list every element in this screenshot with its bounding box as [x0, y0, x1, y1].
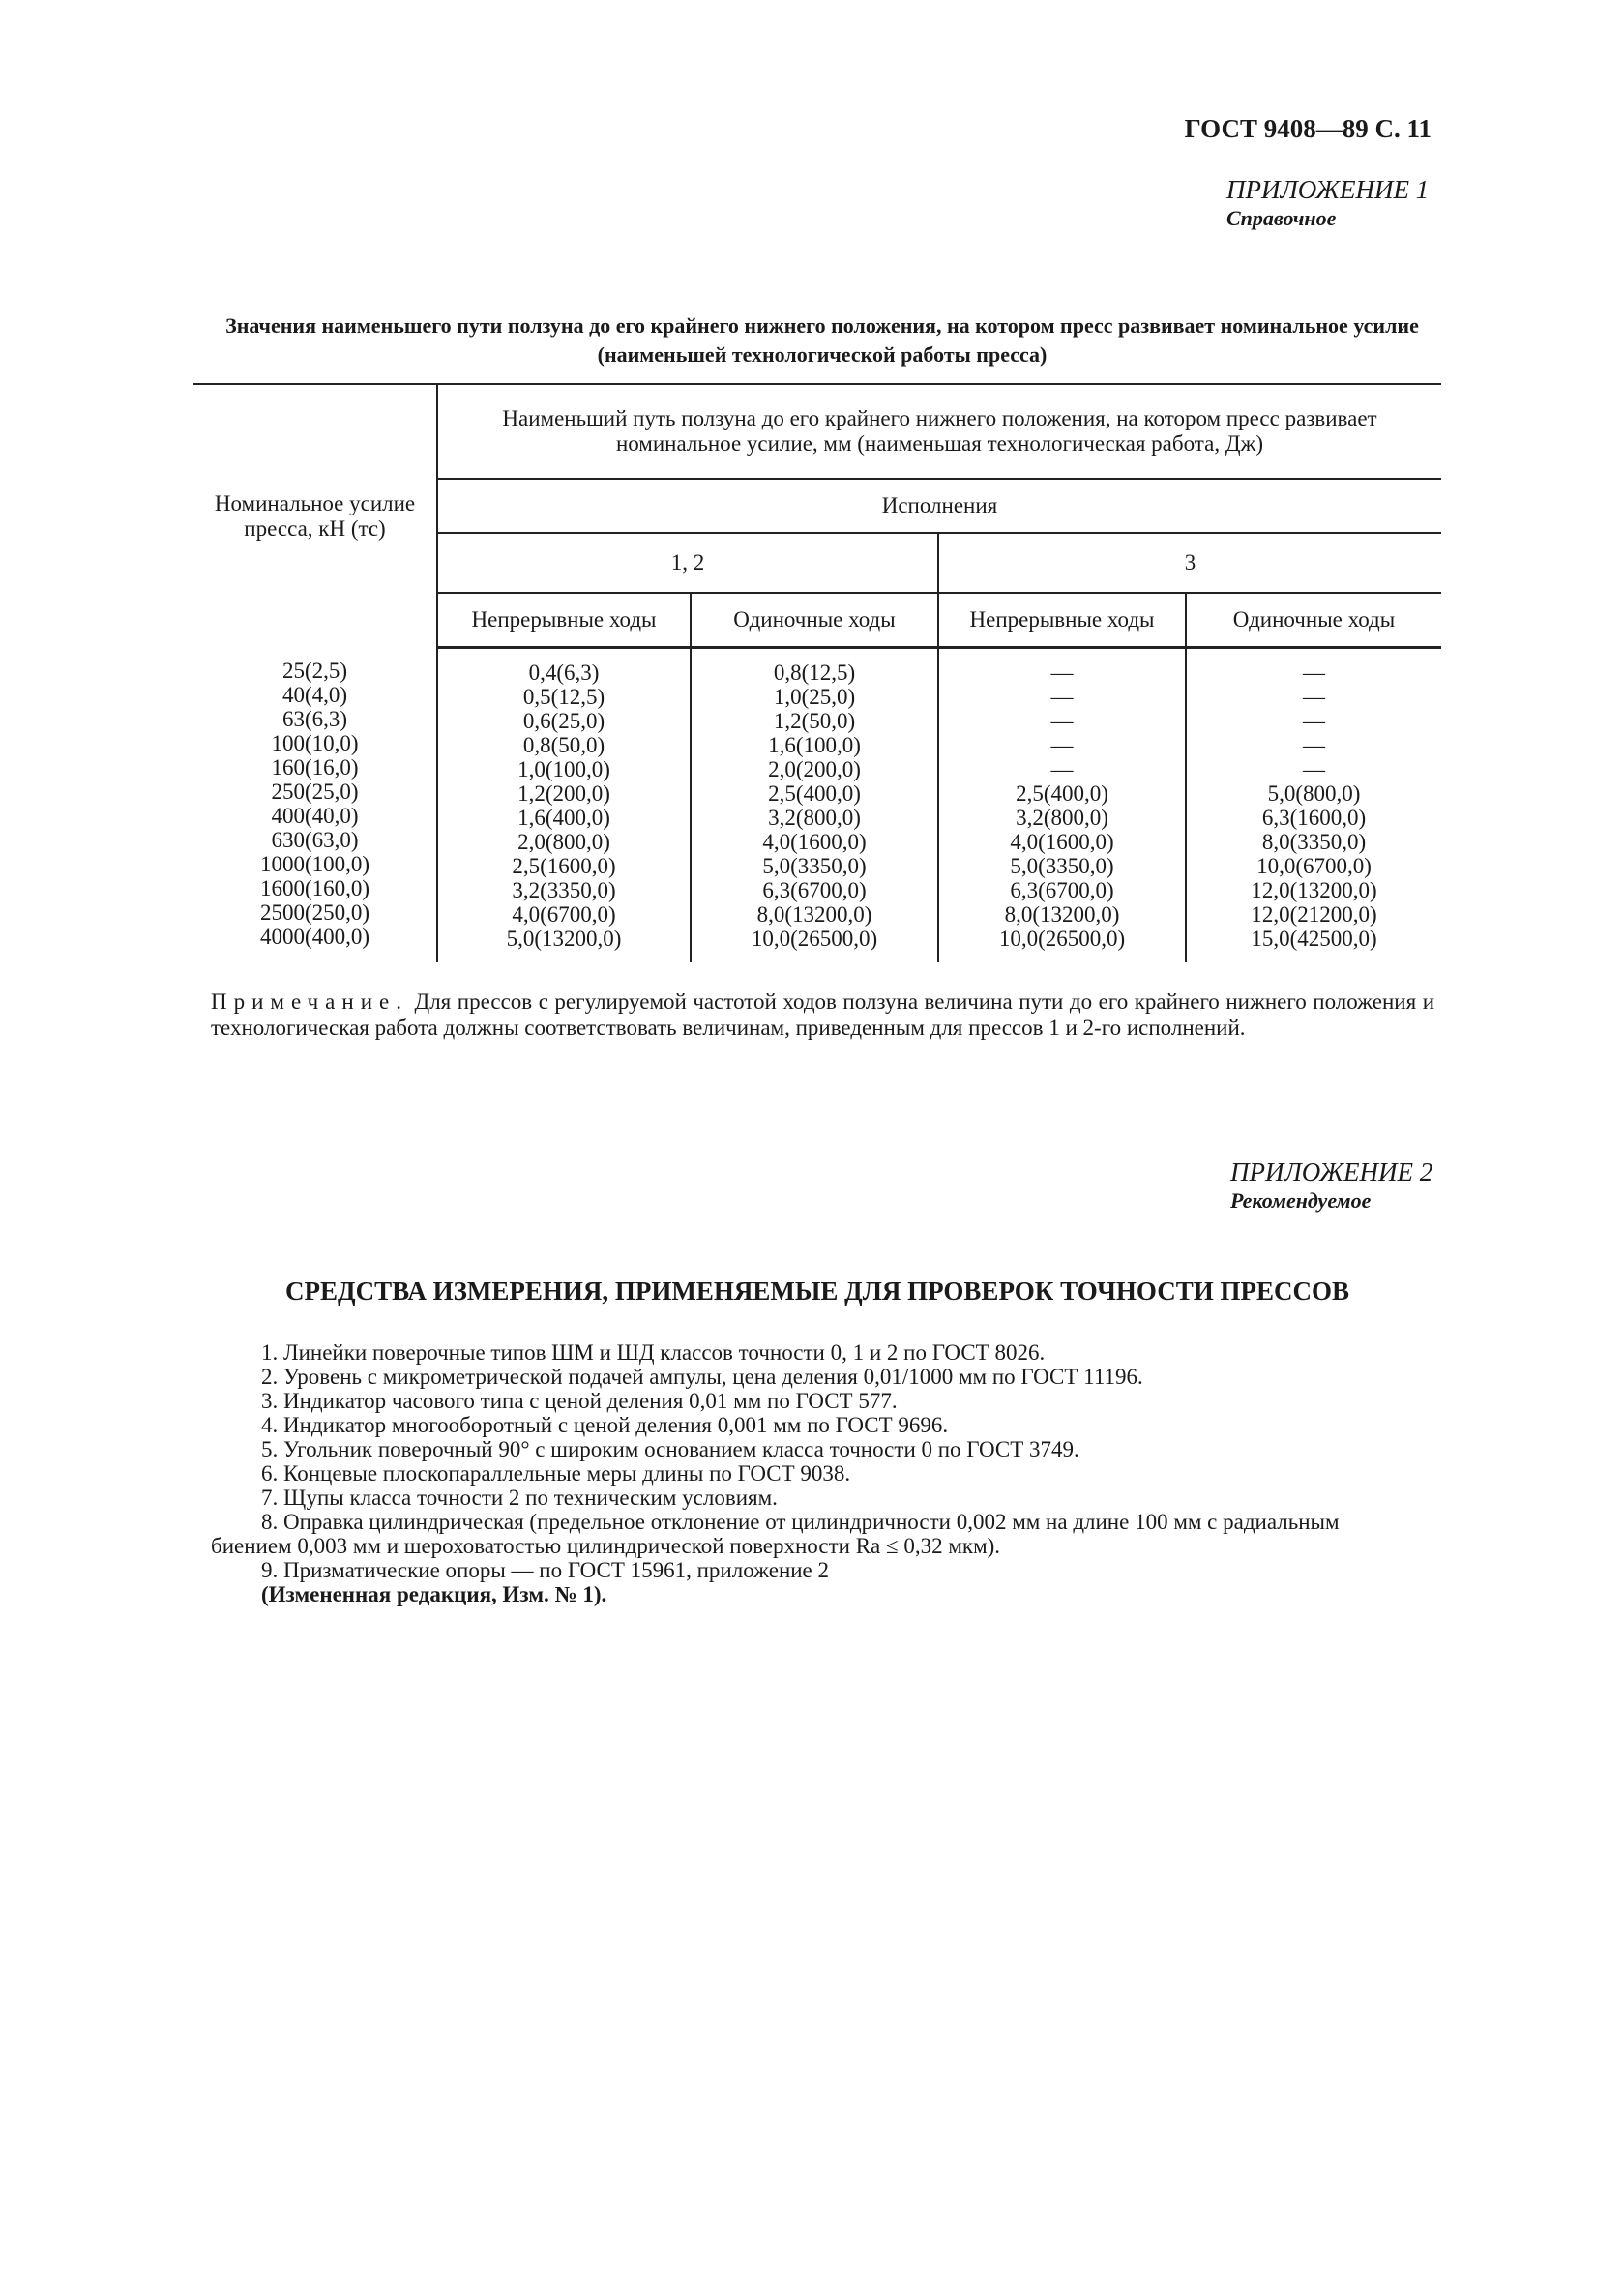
- list-item: 3. Индикатор часового типа с ценой деления 0,01 мм по ГОСТ 577.: [261, 1389, 898, 1413]
- list-item: 2. Уровень с микрометрической подачей ампулы, цена деления 0,01/1000 мм по ГОСТ 11196.: [261, 1365, 1143, 1389]
- page-header: ГОСТ 9408—89 С. 11: [1184, 114, 1432, 143]
- table-cell: —: [1303, 756, 1325, 781]
- table-cell: —: [1050, 732, 1074, 757]
- table-cell: 5,0(13200,0): [506, 926, 622, 951]
- table-cell: 63(6,3): [281, 707, 348, 731]
- col-v3-continuous-values: [938, 647, 1186, 962]
- table-cell: 160(16,0): [271, 755, 359, 780]
- table-cell: 40(4,0): [281, 683, 348, 707]
- appendix-1-title: ПРИЛОЖЕНИЕ 1: [1226, 175, 1430, 204]
- table-cell: 8,0(13200,0): [756, 901, 872, 927]
- col-header-v12-single: Одиночные ходы: [691, 593, 938, 647]
- table-cell: 0,4(6,3): [528, 660, 600, 685]
- list-item: 7. Щупы класса точности 2 по техническим условиям.: [261, 1486, 778, 1510]
- col-header-v3-single: Одиночные ходы: [1186, 593, 1441, 647]
- table-cell: 6,3(6700,0): [1010, 877, 1114, 902]
- table-cell: 250(25,0): [271, 780, 359, 804]
- table-cell: 1,2(50,0): [773, 708, 856, 733]
- table-cell: 4000(400,0): [259, 925, 370, 949]
- table-cell: 0,8(50,0): [522, 732, 605, 757]
- table-cell: 4,0(1600,0): [1010, 829, 1114, 854]
- table-body-row: [193, 647, 1441, 962]
- table-cell: 25(2,5): [281, 659, 348, 683]
- col-nominal-values: [193, 647, 437, 962]
- table-cell: 6,3(1600,0): [1261, 805, 1367, 830]
- list-item: 9. Призматические опоры — по ГОСТ 15961, приложение 2: [261, 1558, 830, 1582]
- table-cell: 10,0(26500,0): [751, 926, 878, 951]
- appendix-2-title: ПРИЛОЖЕНИЕ 2: [1230, 1158, 1433, 1187]
- table-caption: Значения наименьшего пути ползуна до его крайнего нижнего положения, на котором пресс развивает номинальное усилие (наименьшей технологической работы пресса): [225, 313, 1419, 367]
- table-cell: 1,6(400,0): [517, 805, 610, 830]
- table-cell: 12,0(21200,0): [1251, 901, 1377, 927]
- table-cell: 2,0(200,0): [768, 756, 861, 781]
- table-cell: 15,0(42500,0): [1251, 926, 1377, 951]
- amendment-note: (Измененная редакция, Изм. № 1).: [261, 1582, 607, 1606]
- table-cell: 630(63,0): [271, 828, 359, 852]
- table-cell: 10,0(26500,0): [998, 926, 1126, 951]
- press-path-table: [193, 383, 1441, 962]
- col-header-v3-continuous: Непрерывные ходы: [938, 593, 1186, 647]
- list-item: 1. Линейки поверочные типов ШМ и ШД классов точности 0, 1 и 2 по ГОСТ 8026.: [261, 1340, 1046, 1365]
- table-cell: 2,5(400,0): [1016, 780, 1108, 806]
- table-cell: —: [1050, 708, 1074, 733]
- table-note: [211, 988, 1434, 1041]
- table-cell: 6,3(6700,0): [762, 877, 867, 902]
- table-cell: —: [1303, 732, 1325, 757]
- table-cell: 1,0(100,0): [517, 756, 610, 781]
- section-title: СРЕДСТВА ИЗМЕРЕНИЯ, ПРИМЕНЯЕМЫЕ ДЛЯ ПРОВЕРОК ТОЧНОСТИ ПРЕССОВ: [285, 1277, 1349, 1306]
- list-item: 6. Концевые плоскопараллельные меры длины по ГОСТ 9038.: [261, 1461, 851, 1486]
- col-header-path-text: Наименьший путь ползуна до его крайнего нижнего положения, на котором пресс развивает номинальное усилие, мм (наименьшая технологическая работа, Дж): [502, 406, 1377, 456]
- col-v3-single-values: [1186, 647, 1441, 962]
- table-cell: 5,0(3350,0): [762, 853, 867, 878]
- list-item-continuation: биением 0,003 мм и шероховатостью цилиндрической поверхности Ra ≤ 0,32 мкм).: [211, 1534, 1001, 1558]
- table-cell: 1,2(200,0): [517, 780, 610, 806]
- table-cell: 1000(100,0): [259, 852, 370, 876]
- list-item: 8. Оправка цилиндрическая (предельное отклонение от цилиндричности 0,002 мм на длине 100 мм с радиальным: [261, 1510, 1340, 1534]
- appendix-2-heading: [1230, 1157, 1482, 1215]
- table-cell: 1,6(100,0): [768, 732, 861, 757]
- table-cell: 0,8(12,5): [773, 660, 856, 685]
- table-cell: 3,2(3350,0): [512, 877, 616, 902]
- table-cell: 1,0(25,0): [773, 684, 856, 709]
- col-header-nominal-text: Номинальное усилие пресса, кН (тс): [214, 490, 416, 541]
- table-cell: 2,0(800,0): [517, 829, 610, 854]
- appendix-1-type: Справочное: [1226, 206, 1337, 230]
- table-cell: —: [1303, 660, 1325, 685]
- col-header-version-12: 1, 2: [437, 533, 938, 593]
- table-cell: 400(40,0): [271, 804, 359, 828]
- table-cell: 2500(250,0): [259, 900, 370, 925]
- table-cell: 2,5(400,0): [768, 780, 861, 806]
- table-cell: —: [1303, 684, 1325, 709]
- table-cell: —: [1050, 684, 1074, 709]
- table-cell: 1600(160,0): [259, 876, 370, 900]
- col-header-versions: Исполнения: [437, 479, 1441, 533]
- table-cell: 100(10,0): [271, 731, 359, 755]
- table-cell: 2,5(1600,0): [512, 853, 616, 878]
- col-v12-single-values: [691, 647, 938, 962]
- table-cell: 0,5(12,5): [522, 684, 605, 709]
- col-v12-continuous-values: [437, 647, 691, 962]
- list-item: 4. Индикатор многооборотный с ценой деления 0,001 мм по ГОСТ 9696.: [261, 1413, 949, 1437]
- table-cell: 12,0(13200,0): [1251, 877, 1377, 902]
- table-cell: 8,0(3350,0): [1261, 829, 1367, 854]
- appendix-2-type: Рекомендуемое: [1230, 1189, 1372, 1213]
- note-lead: Примечание.: [211, 989, 408, 1014]
- col-header-version-3: 3: [938, 533, 1441, 593]
- table-cell: 8,0(13200,0): [1004, 901, 1120, 927]
- table-cell: 3,2(800,0): [1016, 805, 1108, 830]
- table-cell: 0,6(25,0): [522, 708, 605, 733]
- note-text: Для прессов с регулируемой частотой ходов ползуна величина пути до его крайнего нижнего положения и технологическая работа должны соответствовать величинам, приведенным для прессов 1 и 2-го исполнений.: [211, 989, 1435, 1040]
- col-header-nominal: [193, 384, 437, 647]
- table-cell: 5,0(3350,0): [1010, 853, 1114, 878]
- table-cell: 4,0(6700,0): [512, 901, 616, 927]
- table-cell: —: [1050, 756, 1074, 781]
- table-cell: —: [1050, 660, 1074, 685]
- instruments-list: [211, 1340, 1468, 1606]
- col-header-v12-continuous: Непрерывные ходы: [437, 593, 691, 647]
- col-header-path: [437, 384, 1441, 479]
- table-cell: 5,0(800,0): [1267, 780, 1361, 806]
- list-item: 5. Угольник поверочный 90° с широким основанием класса точности 0 по ГОСТ 3749.: [261, 1437, 1079, 1461]
- table-cell: —: [1303, 708, 1325, 733]
- table-cell: 4,0(1600,0): [762, 829, 867, 854]
- appendix-1-heading: [1226, 174, 1478, 232]
- table-cell: 3,2(800,0): [768, 805, 861, 830]
- table-cell: 10,0(6700,0): [1256, 853, 1372, 878]
